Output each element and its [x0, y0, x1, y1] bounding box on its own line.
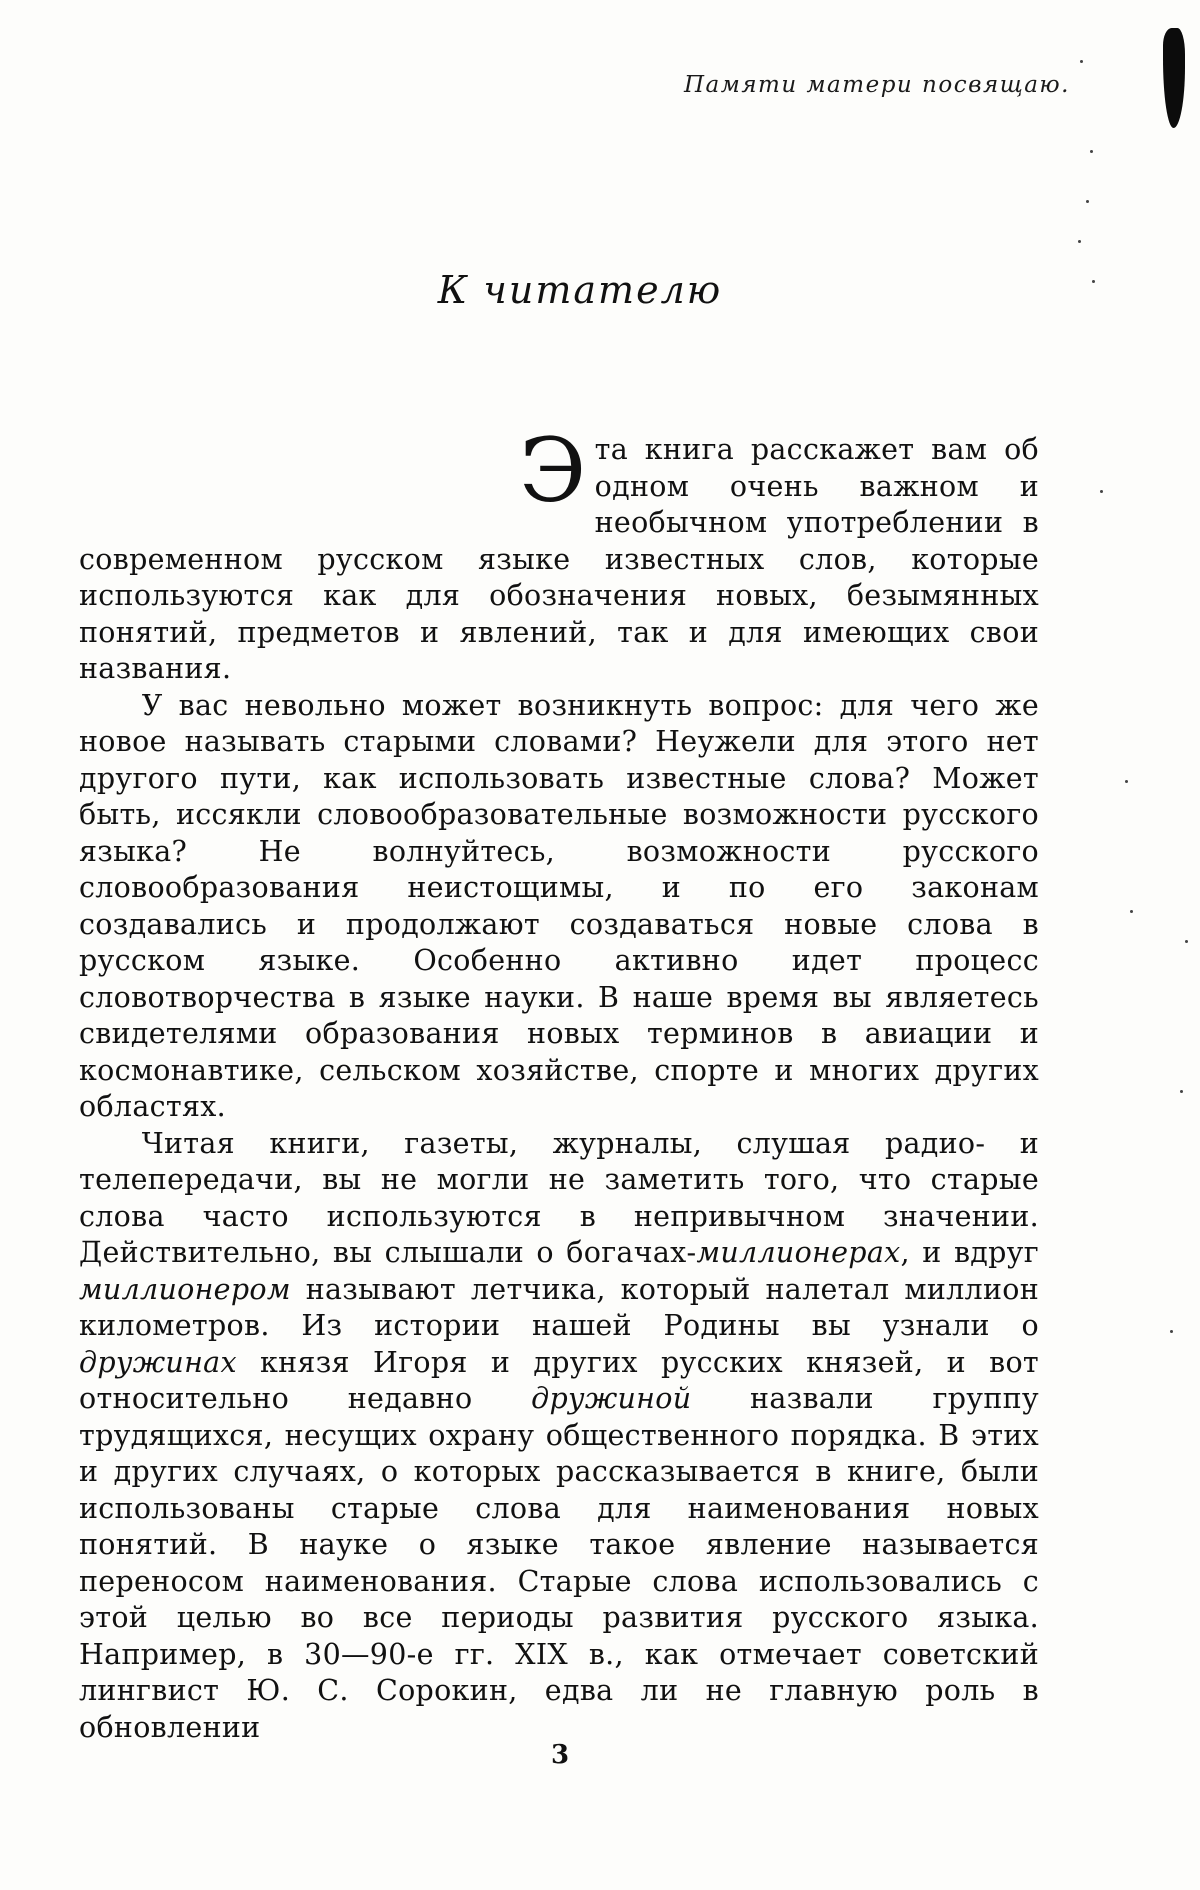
- paragraph-1-text: та книга расскажет вам об одном очень важном и необычном употреблении в современном русском языке известных слов, которые используются как для обозначения новых, безымянных понятий, предметов и явлений, так и для имеющих свои названия.: [79, 433, 1039, 685]
- italic-term-druzhinoy: дружиной: [531, 1382, 692, 1415]
- body-text: [79, 419, 1039, 1746]
- paragraph-3-segment: князя Игоря и других русских князей, и вот относительно недавно: [79, 1345, 1039, 1415]
- paragraph-1: [79, 419, 1039, 688]
- paragraph-3-segment: называют летчика, который налетал миллион километров. Из истории нашей Родины вы узнали о: [79, 1272, 1039, 1342]
- paragraph-2-text: У вас невольно может возникнуть вопрос: для чего же новое называть старыми словами? Неужели для этого нет другого пути, как использовать известные слова? Может быть, иссякли словообразовательные возможности русского языка? Не волнуйтесь, возможности русского словообразования неистощимы, и по его законам создавались и продолжают создаваться новые слова в русском языке. Особенно активно идет процесс словотворчества в языке науки. В наше время вы являетесь свидетелями образования новых терминов в авиации и космонавтике, сельском хозяйстве, спорте и многих других областях.: [79, 688, 1039, 1123]
- paragraph-3-segment: назвали группу трудящихся, несущих охрану общественного порядка. В этих и других случаях, о которых рассказывается в книге, были использованы старые слова для наименования новых понятий. В науке о языке такое явление называется переносом наименования. Старые слова использовались с этой целью во все периоды развития русского языка. Например, в 30—90-е гг. XIX в., как отмечает советский лингвист Ю. С. Сорокин, едва ли не главную роль в обновлении: [79, 1382, 1039, 1744]
- paragraph-3-segment: Читая книги, газеты, журналы, слушая радио- и телепередачи, вы не могли не заметить того, что старые слова часто используются в непривычном значении. Действительно, вы слышали о богачах-: [79, 1126, 1039, 1269]
- page-number: 3: [550, 1740, 570, 1770]
- paragraph-3-segment: , и вдруг: [900, 1236, 1039, 1269]
- italic-term-millionerakh: миллионерах: [696, 1236, 901, 1269]
- italic-term-millionerom: миллионером: [79, 1272, 291, 1306]
- scan-specks: [1050, 40, 1200, 1440]
- dedication: Памяти матери посвящаю.: [683, 72, 1070, 98]
- page-title: К читателю: [437, 268, 723, 312]
- drop-cap: Э: [519, 419, 587, 522]
- italic-term-druzhinakh: дружинах: [79, 1345, 237, 1379]
- paragraph-3: [79, 1126, 1039, 1747]
- paragraph-2: [79, 688, 1039, 1126]
